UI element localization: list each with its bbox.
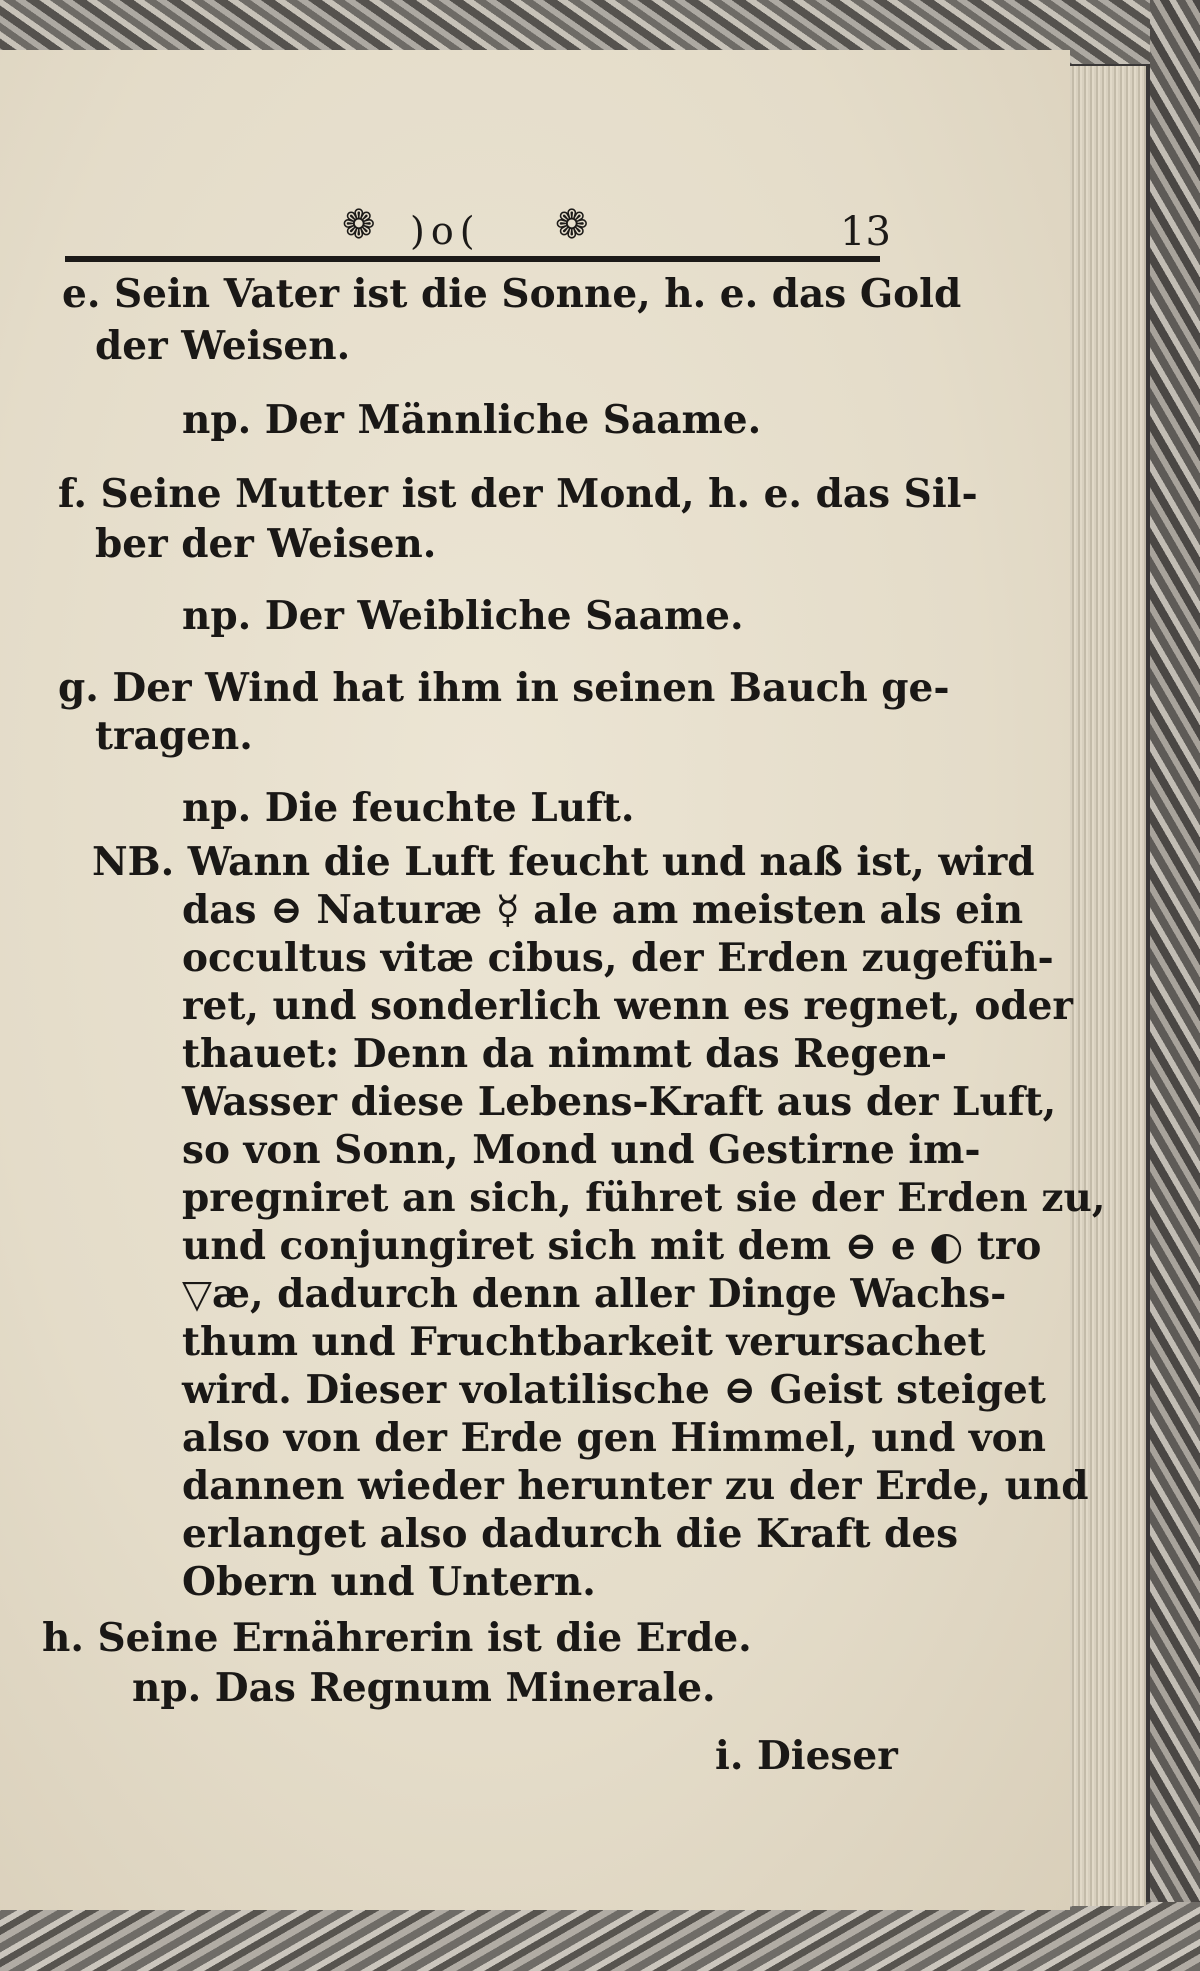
text-line: das ⊖ Naturæ ☿ ale am meisten als ein (182, 887, 1024, 933)
catchword: i. Dieser (715, 1733, 898, 1779)
text-line: g. Der Wind hat ihm in seinen Bauch ge- (58, 665, 950, 711)
text-line: NB. Wann die Luft feucht und naß ist, wird (92, 839, 1035, 885)
text-line: f. Seine Mutter ist der Mond, h. e. das Sil- (58, 471, 978, 517)
flower-ornament-icon: ❁ (342, 202, 376, 248)
text-line: np. Der Weibliche Saame. (182, 593, 744, 639)
text-line: dannen wieder herunter zu der Erde, und (182, 1463, 1089, 1509)
marbled-cover-right (1150, 0, 1200, 1971)
page-edges (1062, 66, 1146, 1906)
text-line: ber der Weisen. (95, 521, 437, 567)
text-line: so von Sonn, Mond und Gestirne im- (182, 1127, 981, 1173)
text-line: thauet: Denn da nimmt das Regen- (182, 1031, 948, 1077)
text-line: also von der Erde gen Himmel, und von (182, 1415, 1046, 1461)
text-line: Wasser diese Lebens-Kraft aus der Luft, (182, 1079, 1057, 1125)
header-rule (65, 256, 880, 262)
text-line: np. Der Männliche Saame. (182, 397, 762, 443)
marbled-cover-bottom (0, 1902, 1200, 1971)
text-line: np. Die feuchte Luft. (182, 785, 635, 831)
text-line: np. Das Regnum Minerale. (132, 1665, 716, 1711)
page-number: 13 (840, 209, 891, 255)
text-line: der Weisen. (95, 323, 351, 369)
text-line: Obern und Untern. (182, 1559, 596, 1605)
text-line: ret, und sonderlich wenn es regnet, oder (182, 983, 1073, 1029)
text-line: tragen. (95, 713, 253, 759)
text-line: occultus vitæ cibus, der Erden zugefüh- (182, 935, 1054, 981)
text-line: pregniret an sich, führet sie der Erden zu, (182, 1175, 1106, 1221)
text-line: erlanget also dadurch die Kraft des (182, 1511, 959, 1557)
text-line: thum und Fruchtbarkeit verursachet (182, 1319, 986, 1365)
text-line: e. Sein Vater ist die Sonne, h. e. das Gold (62, 271, 962, 317)
header-mark: )o( (410, 209, 481, 253)
text-line: und conjungiret sich mit dem ⊖ e ◐ tro (182, 1223, 1042, 1269)
text-line: h. Seine Ernährerin ist die Erde. (42, 1615, 752, 1661)
flower-ornament-icon: ❁ (555, 202, 589, 248)
text-line: ▽æ, dadurch denn aller Dinge Wachs- (182, 1271, 1007, 1317)
text-line: wird. Dieser volatilische ⊖ Geist steiget (182, 1367, 1046, 1413)
